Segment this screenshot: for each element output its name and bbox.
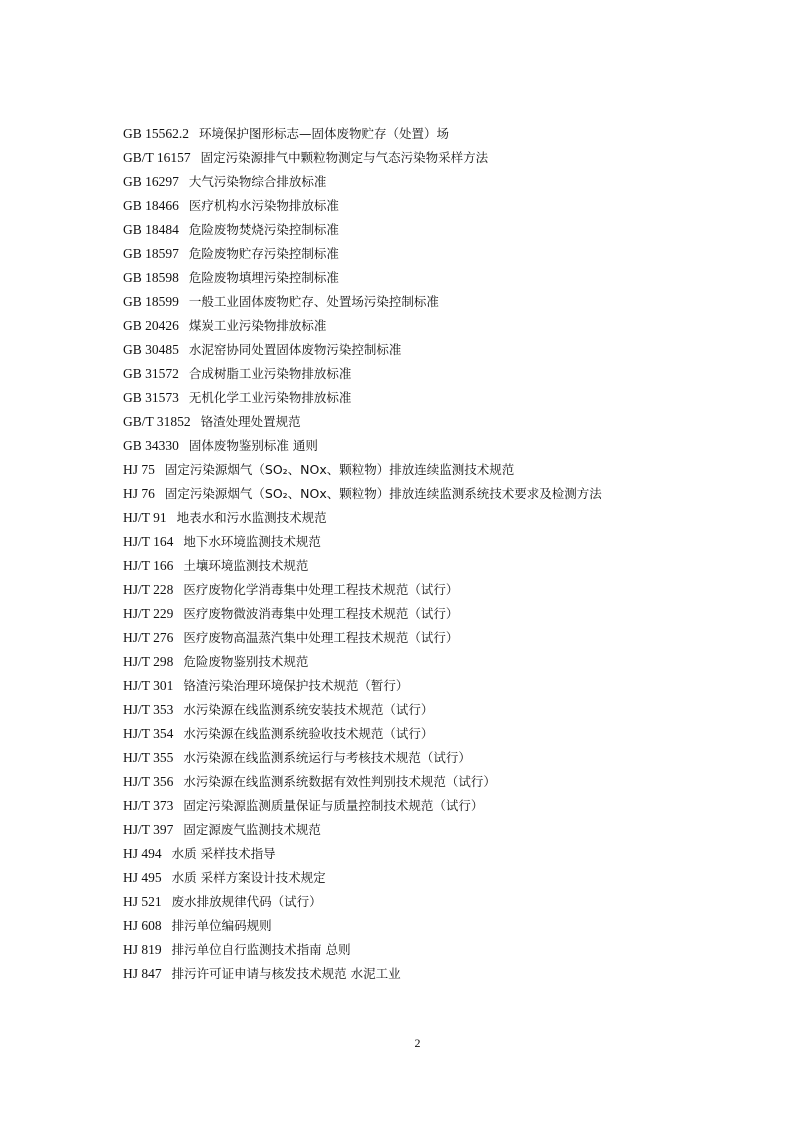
standard-code: HJ/T 166 — [123, 558, 174, 573]
standard-code: GB 20426 — [123, 318, 179, 333]
normative-references-list — [123, 122, 743, 986]
standard-title: 水泥窑协同处置固体废物污染控制标准 — [188, 342, 402, 357]
standard-title: 铬渣处理处置规范 — [200, 414, 301, 429]
standard-code: HJ/T 301 — [123, 678, 174, 693]
standard-title: 固体废物鉴别标准 通则 — [188, 438, 318, 453]
reference-item — [123, 914, 743, 938]
standard-code: GB 18466 — [123, 198, 179, 213]
reference-item — [123, 698, 743, 722]
standard-title: 危险废物鉴别技术规范 — [183, 654, 309, 669]
reference-item — [123, 194, 743, 218]
reference-item — [123, 266, 743, 290]
reference-item — [123, 530, 743, 554]
standard-code: HJ/T 353 — [123, 702, 174, 717]
standard-title: 固定污染源排气中颗粒物测定与气态污染物采样方法 — [200, 150, 489, 165]
reference-item — [123, 554, 743, 578]
standard-title: 铬渣污染治理环境保护技术规范（暂行） — [183, 678, 409, 693]
reference-item — [123, 602, 743, 626]
standard-code: GB 16297 — [123, 174, 179, 189]
standard-title: 固定源废气监测技术规范 — [183, 822, 321, 837]
standard-title: 排污许可证申请与核发技术规范 水泥工业 — [171, 966, 401, 981]
standard-code: GB 31572 — [123, 366, 179, 381]
reference-item — [123, 770, 743, 794]
standard-code: HJ/T 373 — [123, 798, 174, 813]
standard-title: 固定污染源烟气（SO₂、NOx、颗粒物）排放连续监测技术规范 — [164, 462, 515, 477]
standard-code: HJ/T 164 — [123, 534, 174, 549]
standard-code: HJ/T 298 — [123, 654, 174, 669]
standard-code: HJ 76 — [123, 486, 155, 501]
standard-code: HJ 495 — [123, 870, 162, 885]
reference-item — [123, 434, 743, 458]
reference-item — [123, 482, 743, 506]
standard-title: 水质 采样技术指导 — [171, 846, 276, 861]
standard-code: GB/T 16157 — [123, 150, 191, 165]
reference-item — [123, 578, 743, 602]
standard-title: 废水排放规律代码（试行） — [171, 894, 322, 909]
reference-item — [123, 338, 743, 362]
standard-title: 医疗机构水污染物排放标准 — [188, 198, 339, 213]
reference-item — [123, 794, 743, 818]
reference-item — [123, 242, 743, 266]
standard-code: HJ/T 228 — [123, 582, 174, 597]
reference-item — [123, 818, 743, 842]
reference-item — [123, 362, 743, 386]
standard-title: 排污单位自行监测技术指南 总则 — [171, 942, 351, 957]
reference-item — [123, 122, 743, 146]
standard-code: GB 18599 — [123, 294, 179, 309]
standard-title: 地下水环境监测技术规范 — [183, 534, 321, 549]
standard-code: HJ/T 397 — [123, 822, 174, 837]
standard-code: GB 34330 — [123, 438, 179, 453]
standard-code: HJ/T 355 — [123, 750, 174, 765]
reference-item — [123, 626, 743, 650]
standard-title: 地表水和污水监测技术规范 — [176, 510, 327, 525]
reference-item — [123, 290, 743, 314]
standard-code: GB 30485 — [123, 342, 179, 357]
reference-item — [123, 650, 743, 674]
standard-code: HJ/T 276 — [123, 630, 174, 645]
reference-item — [123, 746, 743, 770]
reference-item — [123, 218, 743, 242]
standard-code: HJ 608 — [123, 918, 162, 933]
standard-title: 固定污染源烟气（SO₂、NOx、颗粒物）排放连续监测系统技术要求及检测方法 — [164, 486, 602, 501]
reference-item — [123, 866, 743, 890]
standard-code: HJ/T 356 — [123, 774, 174, 789]
standard-code: GB 18598 — [123, 270, 179, 285]
standard-title: 危险废物贮存污染控制标准 — [188, 246, 339, 261]
reference-item — [123, 170, 743, 194]
standard-title: 危险废物焚烧污染控制标准 — [188, 222, 339, 237]
standard-code: HJ 521 — [123, 894, 162, 909]
standard-code: HJ 819 — [123, 942, 162, 957]
reference-item — [123, 722, 743, 746]
reference-item — [123, 146, 743, 170]
reference-item — [123, 314, 743, 338]
standard-title: 大气污染物综合排放标准 — [188, 174, 327, 189]
standard-title: 水污染源在线监测系统数据有效性判别技术规范（试行） — [183, 774, 496, 789]
standard-code: GB 18484 — [123, 222, 179, 237]
standard-code: HJ/T 91 — [123, 510, 167, 525]
reference-item — [123, 410, 743, 434]
standard-title: 水污染源在线监测系统安装技术规范（试行） — [183, 702, 434, 717]
reference-item — [123, 386, 743, 410]
standard-title: 医疗废物化学消毒集中处理工程技术规范（试行） — [183, 582, 459, 597]
reference-item — [123, 842, 743, 866]
reference-item — [123, 938, 743, 962]
standard-code: GB 18597 — [123, 246, 179, 261]
reference-item — [123, 962, 743, 986]
standard-code: HJ/T 229 — [123, 606, 174, 621]
standard-code: GB 15562.2 — [123, 126, 190, 141]
reference-item — [123, 458, 743, 482]
standard-title: 水污染源在线监测系统运行与考核技术规范（试行） — [183, 750, 471, 765]
standard-title: 固定污染源监测质量保证与质量控制技术规范（试行） — [183, 798, 484, 813]
standard-title: 排污单位编码规则 — [171, 918, 272, 933]
standard-title: 水污染源在线监测系统验收技术规范（试行） — [183, 726, 434, 741]
standard-title: 医疗废物高温蒸汽集中处理工程技术规范（试行） — [183, 630, 459, 645]
reference-item — [123, 506, 743, 530]
standard-title: 一般工业固体废物贮存、处置场污染控制标准 — [188, 294, 439, 309]
standard-code: GB 31573 — [123, 390, 179, 405]
standard-code: HJ/T 354 — [123, 726, 174, 741]
standard-title: 煤炭工业污染物排放标准 — [188, 318, 327, 333]
standard-code: HJ 494 — [123, 846, 162, 861]
page-number: 2 — [414, 1036, 421, 1050]
reference-item — [123, 674, 743, 698]
standard-title: 危险废物填埋污染控制标准 — [188, 270, 339, 285]
standard-title: 医疗废物微波消毒集中处理工程技术规范（试行） — [183, 606, 459, 621]
standard-code: HJ 847 — [123, 966, 162, 981]
standard-code: HJ 75 — [123, 462, 155, 477]
standard-title: 合成树脂工业污染物排放标准 — [188, 366, 352, 381]
standard-title: 环境保护图形标志—固体废物贮存（处置）场 — [199, 126, 450, 141]
standard-code: GB/T 31852 — [123, 414, 191, 429]
standard-title: 水质 采样方案设计技术规定 — [171, 870, 326, 885]
standard-title: 无机化学工业污染物排放标准 — [188, 390, 352, 405]
standard-title: 土壤环境监测技术规范 — [183, 558, 309, 573]
reference-item — [123, 890, 743, 914]
